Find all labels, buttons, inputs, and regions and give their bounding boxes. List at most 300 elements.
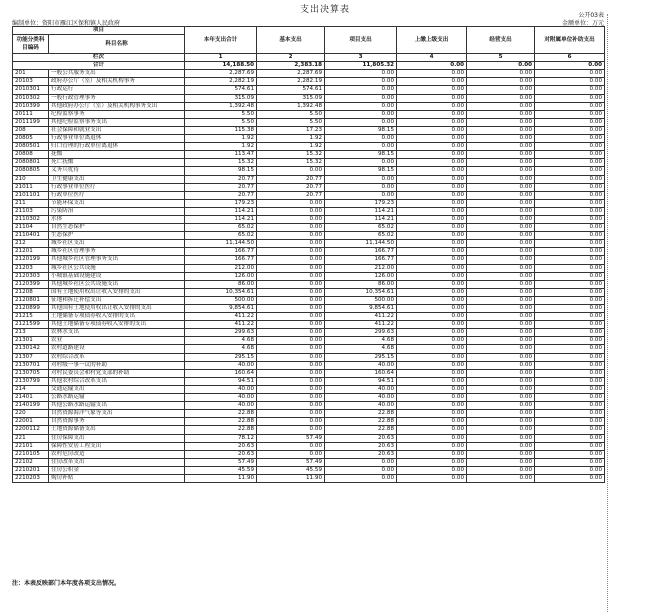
amount-cell: 0.00: [467, 248, 535, 256]
amount-cell: 0.00: [535, 305, 605, 313]
table-row: [13, 394, 605, 402]
amount-cell: 0.00: [535, 450, 605, 458]
amount-cell: 0.00: [257, 345, 325, 353]
code-cell: 2130705: [13, 369, 49, 377]
table-row: [13, 191, 605, 199]
table-row: [13, 159, 605, 167]
name-cell: 行政事业单位医疗: [49, 183, 185, 191]
table-row: [13, 434, 605, 442]
amount-cell: 65.02: [185, 224, 257, 232]
amount-cell: 0.00: [535, 361, 605, 369]
amount-cell: 0.00: [397, 232, 467, 240]
table-row: [13, 167, 605, 175]
code-cell: 210: [13, 175, 49, 183]
amount-cell: 0.00: [535, 288, 605, 296]
amount-cell: 0.00: [397, 280, 467, 288]
amount-cell: 15.32: [257, 151, 325, 159]
amount-cell: 114.21: [325, 215, 397, 223]
code-cell: 2120303: [13, 272, 49, 280]
amount-cell: 57.49: [257, 434, 325, 442]
amount-cell: 0.00: [257, 450, 325, 458]
code-cell: 2210105: [13, 450, 49, 458]
table-row: [13, 272, 605, 280]
amount-cell: 0.00: [257, 442, 325, 450]
amount-cell: 0.00: [397, 248, 467, 256]
amount-cell: 0.00: [325, 143, 397, 151]
name-cell: 行政运行: [49, 86, 185, 94]
amount-cell: 5.50: [257, 118, 325, 126]
amount-cell: 0.00: [397, 442, 467, 450]
amount-cell: 0.00: [397, 321, 467, 329]
name-cell: 其他公路水路运输支出: [49, 402, 185, 410]
name-cell: 土地资源储备支出: [49, 426, 185, 434]
name-cell: 城乡社区管理事务: [49, 248, 185, 256]
amount-cell: 0.00: [397, 434, 467, 442]
table-row: [13, 321, 605, 329]
amount-cell: 0.00: [467, 313, 535, 321]
amount-cell: 86.00: [185, 280, 257, 288]
amount-cell: 98.15: [185, 167, 257, 175]
amount-cell: 0.00: [325, 183, 397, 191]
unit-label: 金额单位：万元: [561, 20, 604, 27]
code-header: 功能分类科目编码: [13, 35, 49, 54]
name-cell: 自然资源事务: [49, 418, 185, 426]
amount-cell: 0.00: [397, 167, 467, 175]
amount-cell: 0.00: [325, 102, 397, 110]
table-row: [13, 474, 605, 482]
amount-cell: 0.00: [397, 70, 467, 78]
code-cell: 22001: [13, 418, 49, 426]
amount-cell: 0.00: [397, 305, 467, 313]
name-cell: 其他城乡社区公共设施支出: [49, 280, 185, 288]
amount-cell: 0.00: [397, 458, 467, 466]
code-cell: 20103: [13, 78, 49, 86]
amount-cell: 20.63: [325, 434, 397, 442]
table-row: [13, 426, 605, 434]
table-row: [13, 151, 605, 159]
amount-cell: 0.00: [535, 215, 605, 223]
code-cell: 2101101: [13, 191, 49, 199]
name-cell: 城乡社区公共设施: [49, 264, 185, 272]
amount-cell: 0.00: [535, 337, 605, 345]
name-cell: 其他政府办公厅（室）及相关机构事务支出: [49, 102, 185, 110]
upper-header: 上缴上级支出: [397, 27, 467, 54]
amount-cell: 0.00: [397, 337, 467, 345]
amount-cell: 22.88: [185, 418, 257, 426]
amount-cell: 0.00: [535, 248, 605, 256]
table-row: [13, 361, 605, 369]
amount-cell: 65.02: [185, 232, 257, 240]
amount-cell: 2,282.19: [185, 78, 257, 86]
amount-cell: 315.09: [257, 94, 325, 102]
amount-cell: 0.00: [535, 418, 605, 426]
total-cell: 0.00: [467, 62, 535, 70]
total-cell: 2,383.18: [257, 62, 325, 70]
table-row: [13, 175, 605, 183]
code-cell: 221: [13, 434, 49, 442]
table-row: [13, 240, 605, 248]
amount-cell: 0.00: [257, 337, 325, 345]
amount-cell: 40.00: [325, 394, 397, 402]
table-row: [13, 135, 605, 143]
amount-cell: 0.00: [397, 474, 467, 482]
name-cell: 水体: [49, 215, 185, 223]
amount-cell: 0.00: [257, 410, 325, 418]
name-cell: 住房保障支出: [49, 434, 185, 442]
name-cell: 义务兵优待: [49, 167, 185, 175]
amount-cell: 10,354.61: [325, 288, 397, 296]
amount-cell: 0.00: [467, 110, 535, 118]
amount-cell: 0.00: [535, 313, 605, 321]
amount-cell: 0.00: [467, 426, 535, 434]
table-row: [13, 183, 605, 191]
amount-cell: 0.00: [257, 385, 325, 393]
amount-cell: 0.00: [467, 272, 535, 280]
amount-cell: 0.00: [467, 305, 535, 313]
lanci-cell: 1: [185, 54, 257, 62]
amount-cell: 0.00: [535, 183, 605, 191]
amount-cell: 0.00: [467, 474, 535, 482]
amount-cell: 0.00: [467, 402, 535, 410]
name-cell: 节能环保支出: [49, 199, 185, 207]
amount-cell: 0.00: [535, 394, 605, 402]
amount-cell: 0.00: [467, 159, 535, 167]
amount-cell: 166.77: [325, 256, 397, 264]
amount-cell: 179.23: [185, 199, 257, 207]
total-cell: 14,188.50: [185, 62, 257, 70]
amount-cell: 0.00: [325, 86, 397, 94]
amount-cell: 0.00: [535, 224, 605, 232]
name-cell: 其他城乡社区管理事务支出: [49, 256, 185, 264]
name-header: 科目名称: [49, 35, 185, 54]
amount-cell: 0.00: [535, 256, 605, 264]
total-cell: 0.00: [535, 62, 605, 70]
amount-cell: 20.63: [185, 450, 257, 458]
amount-cell: 20.77: [257, 191, 325, 199]
amount-cell: 1.92: [257, 135, 325, 143]
amount-cell: 0.00: [467, 450, 535, 458]
amount-cell: 2,287.69: [257, 70, 325, 78]
amount-cell: 0.00: [535, 78, 605, 86]
basic-header: 基本支出: [257, 27, 325, 54]
amount-cell: 0.00: [325, 118, 397, 126]
name-cell: 其他土地储备专项债券收入安排的支出: [49, 321, 185, 329]
amount-cell: 0.00: [535, 135, 605, 143]
table-row: [13, 329, 605, 337]
amount-cell: 0.00: [467, 126, 535, 134]
lanci-cell: 5: [467, 54, 535, 62]
amount-cell: 94.51: [185, 377, 257, 385]
lanci-cell: 3: [325, 54, 397, 62]
amount-cell: 0.00: [257, 232, 325, 240]
amount-cell: 0.00: [397, 369, 467, 377]
name-cell: 小城镇基础设施建设: [49, 272, 185, 280]
name-cell: 行政单位医疗: [49, 191, 185, 199]
amount-cell: 4.68: [185, 345, 257, 353]
amount-cell: 57.49: [185, 458, 257, 466]
amount-cell: 0.00: [467, 288, 535, 296]
table-row: [13, 385, 605, 393]
amount-cell: 0.00: [535, 296, 605, 304]
amount-cell: 0.00: [535, 345, 605, 353]
amount-cell: 0.00: [467, 280, 535, 288]
code-cell: 2210201: [13, 466, 49, 474]
name-cell: 对村民委员会和村党支部的补助: [49, 369, 185, 377]
amount-cell: 166.77: [325, 248, 397, 256]
amount-cell: 0.00: [535, 126, 605, 134]
amount-cell: 160.64: [185, 369, 257, 377]
table-row: [13, 126, 605, 134]
amount-cell: 0.00: [257, 240, 325, 248]
amount-cell: 0.00: [397, 385, 467, 393]
code-cell: 220: [13, 410, 49, 418]
table-row: [13, 418, 605, 426]
name-cell: 城乡社区支出: [49, 240, 185, 248]
amount-cell: 166.77: [185, 248, 257, 256]
amount-cell: 40.00: [185, 361, 257, 369]
amount-cell: 0.00: [467, 345, 535, 353]
amount-cell: 126.00: [325, 272, 397, 280]
name-cell: 抚恤: [49, 151, 185, 159]
name-cell: 农村综合改革: [49, 353, 185, 361]
table-row: [13, 458, 605, 466]
total-cell: 0.00: [397, 62, 467, 70]
amount-cell: 0.00: [397, 199, 467, 207]
amount-cell: 160.64: [325, 369, 397, 377]
amount-cell: 0.00: [325, 78, 397, 86]
amount-cell: 20.63: [325, 442, 397, 450]
amount-cell: 20.63: [325, 450, 397, 458]
amount-cell: 0.00: [535, 353, 605, 361]
project-group-header: 项目: [13, 27, 185, 35]
amount-cell: 0.00: [535, 410, 605, 418]
amount-cell: 0.00: [397, 264, 467, 272]
page-edge-divider: [606, 14, 608, 612]
amount-cell: 1.92: [185, 135, 257, 143]
code-cell: 21301: [13, 337, 49, 345]
name-cell: 国有土地使用权出让收入安排的支出: [49, 288, 185, 296]
name-cell: 农林水支出: [49, 329, 185, 337]
amount-cell: 411.22: [185, 321, 257, 329]
amount-cell: 4.68: [185, 337, 257, 345]
amount-cell: 295.15: [185, 353, 257, 361]
amount-cell: 0.00: [257, 305, 325, 313]
amount-cell: 126.00: [185, 272, 257, 280]
amount-cell: 9,854.61: [185, 305, 257, 313]
code-cell: 2010301: [13, 86, 49, 94]
table-row: [13, 280, 605, 288]
code-cell: 21103: [13, 207, 49, 215]
amount-cell: 0.00: [535, 264, 605, 272]
amount-cell: 0.00: [467, 394, 535, 402]
amount-cell: 0.00: [325, 70, 397, 78]
amount-cell: 0.00: [535, 70, 605, 78]
amount-cell: 0.00: [535, 426, 605, 434]
amount-cell: 0.00: [467, 224, 535, 232]
amount-cell: 0.00: [257, 296, 325, 304]
amount-cell: 574.61: [257, 86, 325, 94]
amount-cell: 0.00: [467, 264, 535, 272]
name-cell: 归口管理的行政单位离退休: [49, 143, 185, 151]
name-cell: 公路水路运输: [49, 394, 185, 402]
table-row: [13, 94, 605, 102]
table-row: [13, 288, 605, 296]
amount-cell: 0.00: [467, 296, 535, 304]
amount-cell: 0.00: [467, 86, 535, 94]
amount-cell: 0.00: [257, 207, 325, 215]
amount-cell: 22.88: [325, 410, 397, 418]
code-cell: 213: [13, 329, 49, 337]
name-cell: 对村级一事一议的补助: [49, 361, 185, 369]
amount-cell: 65.02: [325, 224, 397, 232]
amount-cell: 0.00: [397, 191, 467, 199]
amount-cell: 45.59: [257, 466, 325, 474]
name-cell: 其他国有土地使用权出让收入安排的支出: [49, 305, 185, 313]
amount-cell: 0.00: [467, 135, 535, 143]
table-row: [13, 353, 605, 361]
amount-cell: 500.00: [325, 296, 397, 304]
amount-cell: 0.00: [397, 135, 467, 143]
code-cell: 2210203: [13, 474, 49, 482]
amount-cell: 78.12: [185, 434, 257, 442]
amount-cell: 0.00: [467, 369, 535, 377]
subsidy-header: 对附属单位补助支出: [535, 27, 605, 54]
amount-cell: 0.00: [467, 70, 535, 78]
amount-cell: 0.00: [397, 118, 467, 126]
lanci-label: 栏次: [13, 54, 185, 62]
amount-cell: 0.00: [257, 224, 325, 232]
amount-cell: 4.68: [325, 345, 397, 353]
amount-cell: 11.90: [185, 474, 257, 482]
amount-cell: 179.23: [325, 199, 397, 207]
amount-cell: 0.00: [535, 240, 605, 248]
amount-cell: 0.00: [397, 143, 467, 151]
table-row: [13, 248, 605, 256]
amount-cell: 0.00: [257, 369, 325, 377]
amount-cell: 0.00: [467, 151, 535, 159]
amount-cell: 5.50: [185, 110, 257, 118]
code-cell: 21307: [13, 353, 49, 361]
amount-cell: 0.00: [467, 215, 535, 223]
lanci-cell: 4: [397, 54, 467, 62]
amount-cell: 57.49: [257, 458, 325, 466]
code-cell: 2130701: [13, 361, 49, 369]
amount-cell: 0.00: [535, 466, 605, 474]
code-cell: 20805: [13, 135, 49, 143]
amount-cell: 0.00: [257, 402, 325, 410]
amount-cell: 0.00: [257, 256, 325, 264]
amount-cell: 0.00: [257, 361, 325, 369]
table-row: [13, 345, 605, 353]
amount-cell: 0.00: [467, 167, 535, 175]
name-cell: 一般行政管理事务: [49, 94, 185, 102]
amount-cell: 0.00: [467, 191, 535, 199]
table-row: [13, 224, 605, 232]
amount-cell: 0.00: [257, 272, 325, 280]
name-cell: 污染防治: [49, 207, 185, 215]
amount-cell: 0.00: [467, 337, 535, 345]
amount-cell: 5.50: [185, 118, 257, 126]
amount-cell: 0.00: [397, 224, 467, 232]
amount-cell: 0.00: [467, 377, 535, 385]
amount-cell: 22.88: [185, 410, 257, 418]
code-cell: 22101: [13, 442, 49, 450]
name-cell: 纪检监察事务: [49, 110, 185, 118]
code-cell: 2130142: [13, 345, 49, 353]
amount-cell: 0.00: [467, 232, 535, 240]
table-row: [13, 78, 605, 86]
amount-cell: 0.00: [325, 175, 397, 183]
amount-cell: 0.00: [257, 377, 325, 385]
name-cell: 社会保障和就业支出: [49, 126, 185, 134]
code-cell: 212: [13, 240, 49, 248]
amount-cell: 0.00: [397, 450, 467, 458]
table-row: [13, 143, 605, 151]
amount-cell: 0.00: [467, 361, 535, 369]
amount-cell: 0.00: [467, 418, 535, 426]
amount-cell: 0.00: [397, 410, 467, 418]
code-cell: 21215: [13, 313, 49, 321]
amount-cell: 0.00: [325, 458, 397, 466]
code-cell: 2120899: [13, 305, 49, 313]
amount-cell: 20.77: [257, 183, 325, 191]
code-cell: 2120801: [13, 296, 49, 304]
amount-cell: 0.00: [397, 159, 467, 167]
name-cell: 征地和拆迁补偿支出: [49, 296, 185, 304]
footnote: 注：本表反映部门本年度各项支出情况。: [12, 580, 121, 587]
amount-cell: 1.92: [257, 143, 325, 151]
lanci-cell: 6: [535, 54, 605, 62]
amount-cell: 0.00: [535, 272, 605, 280]
code-cell: 21011: [13, 183, 49, 191]
code-cell: 2110302: [13, 215, 49, 223]
amount-cell: 0.00: [397, 329, 467, 337]
amount-cell: 0.00: [397, 402, 467, 410]
table-row: [13, 118, 605, 126]
amount-cell: 411.22: [325, 321, 397, 329]
code-cell: 2080501: [13, 143, 49, 151]
amount-cell: 0.00: [397, 207, 467, 215]
code-cell: 2121599: [13, 321, 49, 329]
amount-cell: 0.00: [535, 151, 605, 159]
amount-cell: 0.00: [467, 118, 535, 126]
amount-cell: 0.00: [257, 329, 325, 337]
amount-cell: 0.00: [325, 94, 397, 102]
amount-cell: 0.00: [257, 394, 325, 402]
code-cell: 2010399: [13, 102, 49, 110]
code-cell: 201: [13, 70, 49, 78]
amount-cell: 94.51: [325, 377, 397, 385]
amount-cell: 0.00: [397, 426, 467, 434]
total-cell: 11,805.32: [325, 62, 397, 70]
amount-cell: 0.00: [467, 183, 535, 191]
amount-cell: 0.00: [397, 215, 467, 223]
amount-cell: 0.00: [257, 167, 325, 175]
code-cell: 20808: [13, 151, 49, 159]
amount-cell: 0.00: [325, 159, 397, 167]
name-cell: 死亡抚恤: [49, 159, 185, 167]
amount-cell: 0.00: [535, 442, 605, 450]
amount-cell: 0.00: [535, 159, 605, 167]
amount-cell: 0.00: [397, 110, 467, 118]
table-row: [13, 296, 605, 304]
amount-cell: 0.00: [397, 296, 467, 304]
code-cell: 21208: [13, 288, 49, 296]
project-header: 项目支出: [325, 27, 397, 54]
amount-cell: 114.21: [185, 215, 257, 223]
name-cell: 购房补贴: [49, 474, 185, 482]
name-cell: 住房公积金: [49, 466, 185, 474]
